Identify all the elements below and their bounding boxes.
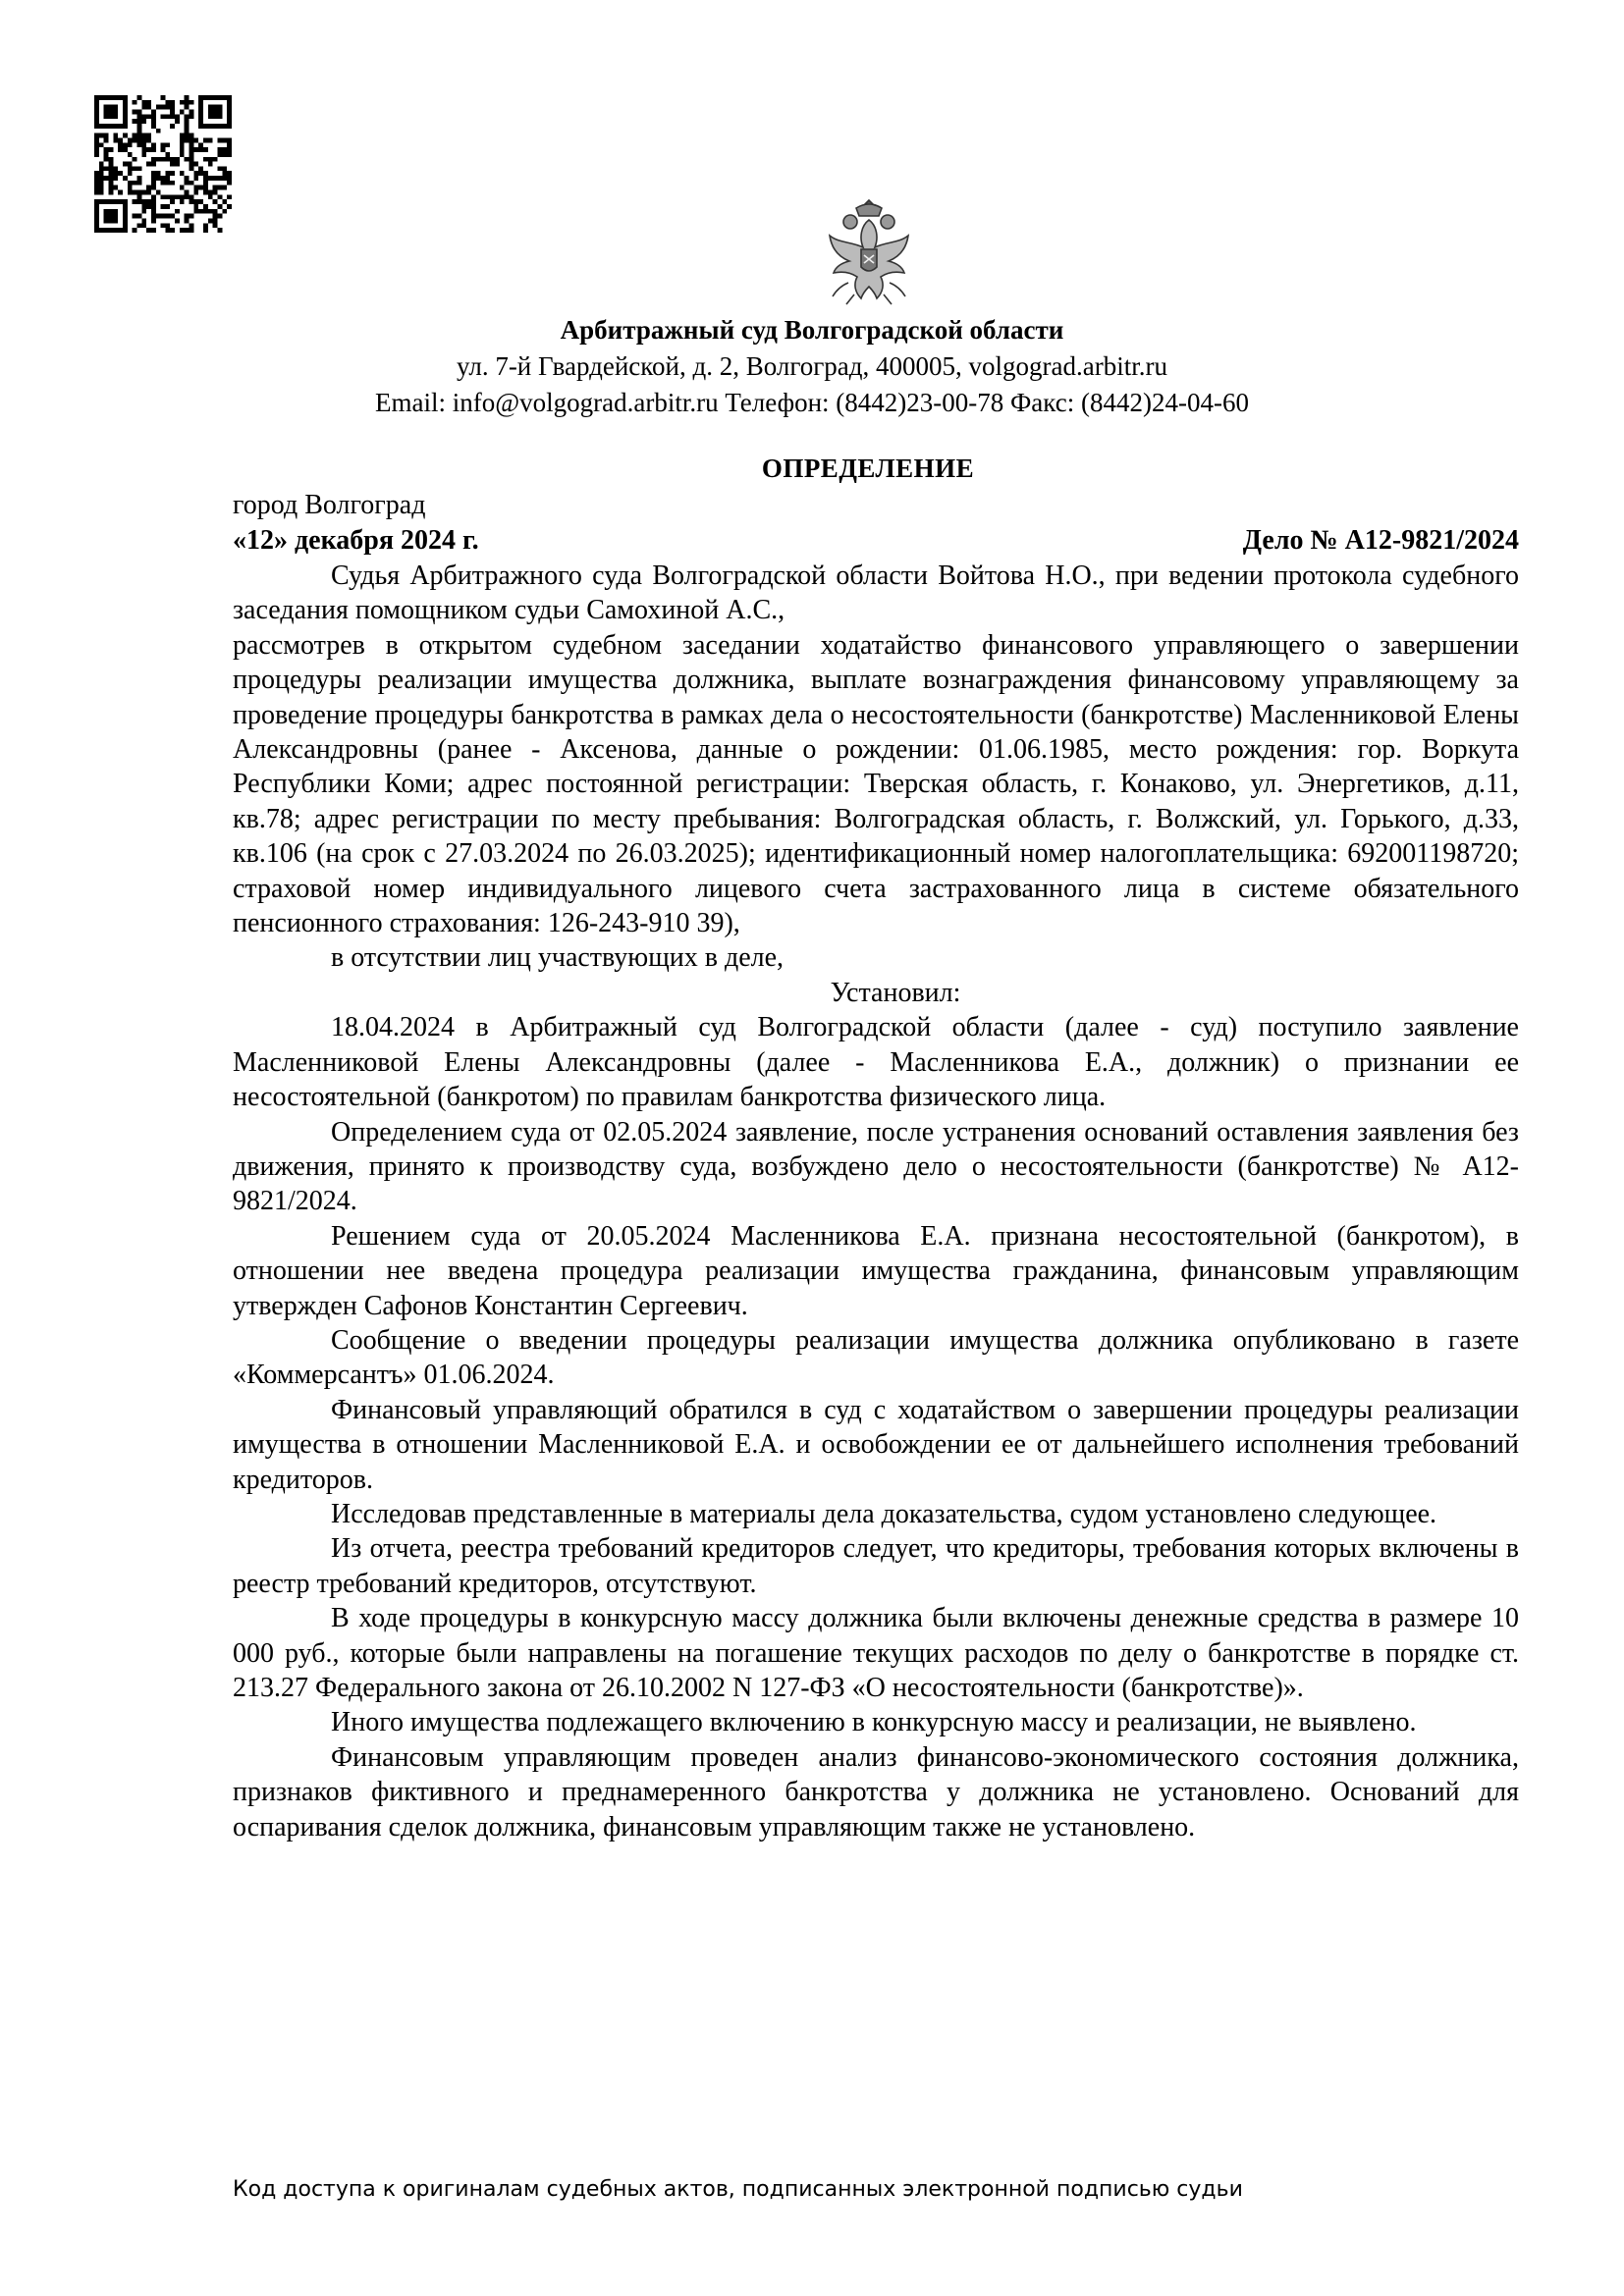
paragraph: рассмотрев в открытом судебном заседании ходатайство финансового управляющего о завершении процедуры реализации имущества должника, выплате вознаграждения финансовому управляющему за проведение процедуры банкротства в рамках дела о несостоятельности (банкротстве) Масленниковой Елены Александровны (ранее - Аксенова, данные о рождении: 01.06.1985, место рождения: гор. Воркута Республики Коми; адрес постоянной регистрации: Тверская область, г. Конаково, ул. Энергетиков, д.11, кв.78; адрес регистрации по месту пребывания: Волгоградская область, г. Волжский, ул. Горького, д.33, кв.106 (на срок с 27.03.2024 по 26.03.2025); идентификационный номер налогоплательщика: 692001198720; страховой номер индивидуального лицевого счета застрахованного лица в системе обязательного пенсионного страхования: 126-243-910 39), (233, 629, 1519, 939)
case-number: Дело № А12-9821/2024 (1242, 525, 1519, 556)
paragraph: Исследовав представленные в материалы дела доказательства, судом установлено следующее. (331, 1498, 1437, 1529)
paragraph: 18.04.2024 в Арбитражный суд Волгоградской области (далее - суд) поступило заявление Масленниковой Елены Александровны (далее - Масленникова Е.А., должник) о признании ее несостоятельной (банкротом) по правилам банкротства физического лица. (233, 1012, 1519, 1113)
city: город Волгоград (233, 490, 426, 520)
paragraph: Из отчета, реестра требований кредиторов следует, что кредиторы, требования которых включены в реестр требований кредиторов, отсутствуют. (233, 1533, 1519, 1599)
paragraph: В ходе процедуры в конкурсную массу должника были включены денежные средства в размере 10 000 руб., которые были направлены на погашение текущих расходов по делу о банкротстве в порядке ст. 213.27 Федерального закона от 26.10.2002 N 127-ФЗ «О несостоятельности (банкротстве)». (233, 1603, 1519, 1703)
footer-note: Код доступа к оригиналам судебных актов, подписанных электронной подписью судьи (233, 2177, 1243, 2202)
paragraph: Определением суда от 02.05.2024 заявление, после устранения оснований оставления заявления без движения, принято к производству суда, возбуждено дело о несостоятельности (банкротстве) № А12-9821/2024. (233, 1116, 1519, 1217)
coat-of-arms-emblem (815, 192, 923, 315)
date-line (233, 523, 1519, 559)
paragraph: Судья Арбитражного суда Волгоградской области Войтова Н.О., при ведении протокола судебного заседания помощником судьи Самохиной А.С., (233, 561, 1519, 626)
court-name: Арбитражный суд Волгоградской области (560, 315, 1064, 345)
section-heading: Установил: (830, 977, 961, 1008)
document-date: «12» декабря 2024 г. (233, 525, 479, 556)
paragraph: в отсутствии лиц участвующих в деле, (331, 942, 785, 974)
paragraph: Иного имущества подлежащего включению в конкурсную массу и реализации, не выявлено. (331, 1707, 1417, 1738)
document-title: ОПРЕДЕЛЕНИЕ (761, 454, 975, 483)
paragraph: Финансовым управляющим проведен анализ финансово-экономического состояния должника, признаков фиктивного и преднамеренного банкротства у должника не установлено. Оснований для оспаривания сделок должника, финансовым управляющим также не установлено. (233, 1741, 1519, 1842)
court-header (0, 312, 1624, 421)
court-address: ул. 7-й Гвардейской, д. 2, Волгоград, 400005, volgograd.arbitr.ru (457, 351, 1167, 381)
paragraph: Решением суда от 20.05.2024 Масленникова Е.А. признана несостоятельной (банкротом), в отношении нее введена процедура реализации имущества гражданина, финансовым управляющим утвержден Сафонов Константин Сергеевич. (233, 1220, 1519, 1321)
document-body (233, 559, 1519, 1844)
qr-code (94, 95, 232, 233)
paragraph: Финансовый управляющий обратился в суд с ходатайством о завершении процедуры реализации имущества в отношении Масленниковой Е.А. и освобождении ее от дальнейшего исполнения требований кредиторов. (233, 1394, 1519, 1495)
paragraph: Сообщение о введении процедуры реализации имущества должника опубликовано в газете «Коммерсантъ» 01.06.2024. (233, 1324, 1519, 1391)
court-contacts: Email: info@volgograd.arbitr.ru Телефон: (8442)23-00-78 Факс: (8442)24-04-60 (375, 388, 1249, 417)
